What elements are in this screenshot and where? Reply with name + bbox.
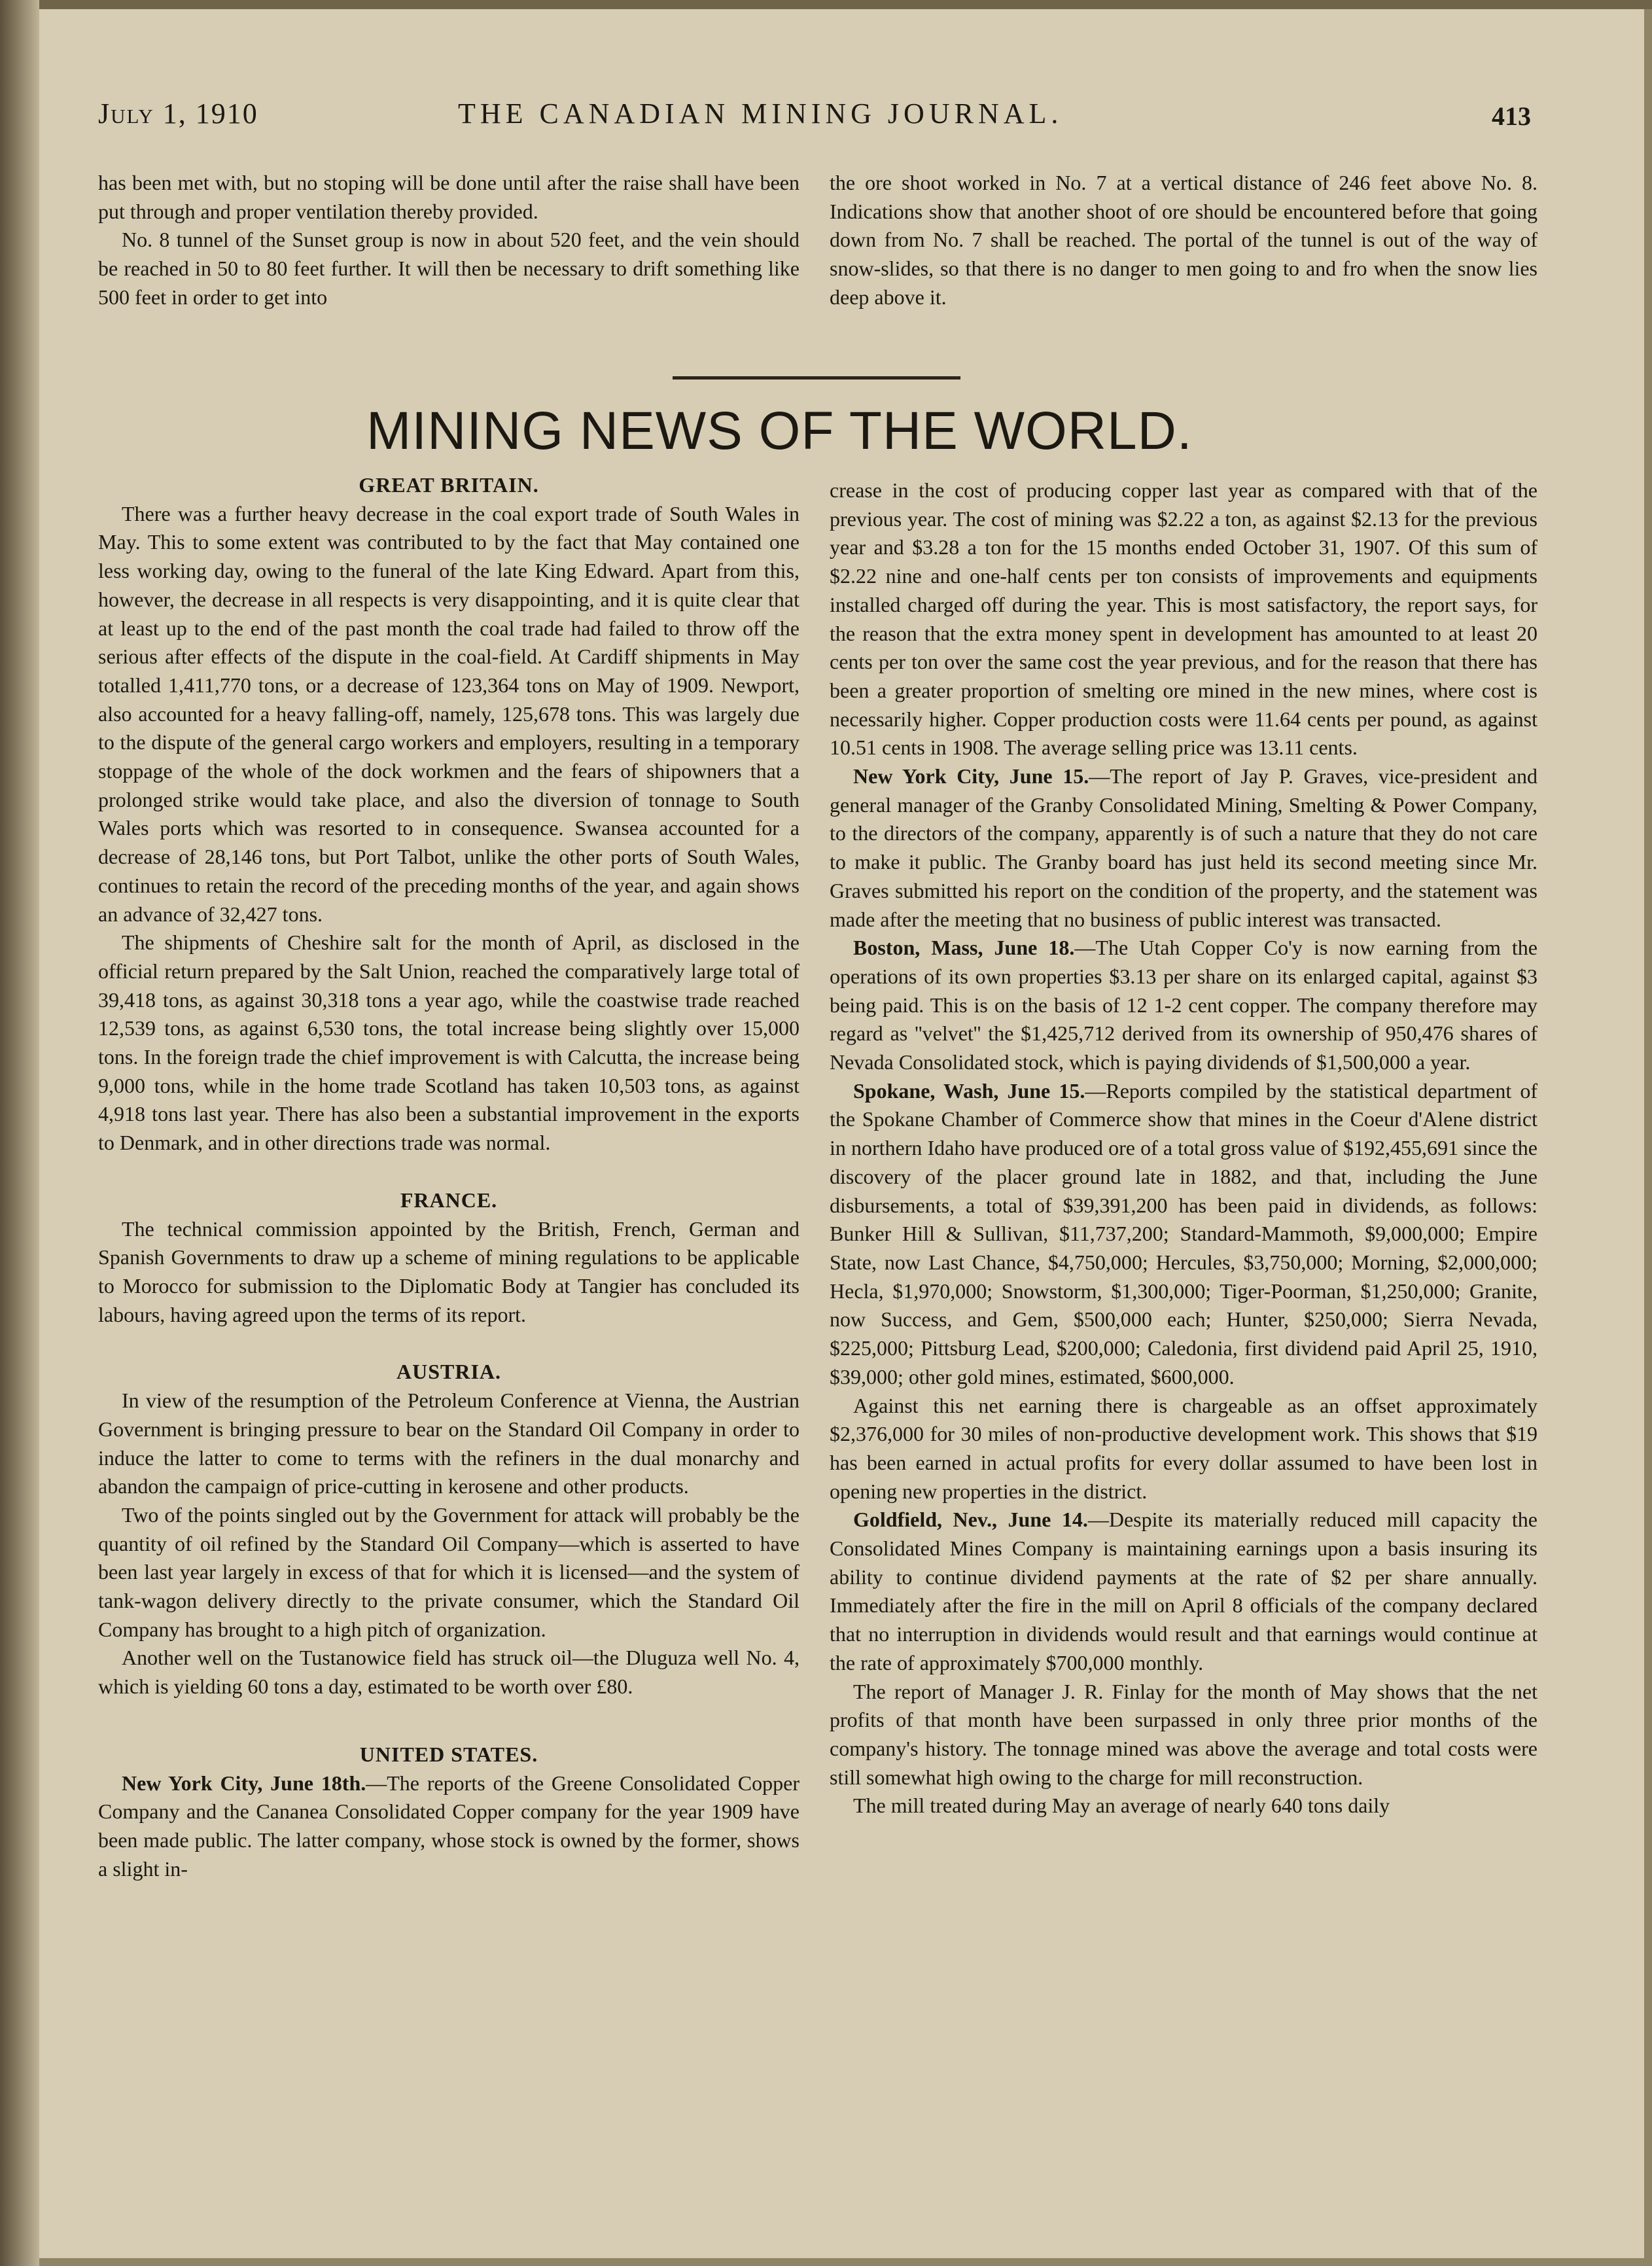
journal-title: THE CANADIAN MINING JOURNAL.	[458, 97, 1063, 130]
paragraph	[830, 1506, 1538, 1677]
top-right-column	[830, 169, 1538, 312]
issue-date: July 1, 1910	[98, 97, 258, 130]
paragraph-text: —The Utah Copper Co'y is now earning from the operations of its own properties $3.13 per share on its enlarged capital, against $3 being paid. This is on the basis of 12 1-2 cent copper. The company therefore may regard as ''velvet'' the $1,425,712 derived from its ownership of 950,476 shares of Nevada Consolidated stock, which is paying dividends of $1,500,000 a year.	[830, 936, 1538, 1074]
paragraph: The technical commission appointed by the British, French, German and Spanish Governments to draw up a scheme of mining regulations to be applicable to Morocco for submission to the Diplomatic Body at Tangier has concluded its labours, having agreed upon the terms of its report.	[98, 1216, 800, 1326]
paragraph-text: —The report of Jay P. Graves, vice-president and general manager of the Granby Consolidated Mining, Smelting & Power Company, to the directors of the company, apparently is of such a nature that they do not care to make it public. The Granby board has just held its second meeting since Mr. Graves submitted his report on the condition of the property, and the statement was made after the meeting that no business of public interest was transacted.	[830, 764, 1538, 931]
paragraph: The mill treated during May an average of nearly 640 tons daily	[853, 1794, 1390, 1818]
paragraph: crease in the cost of producing copper last year as compared with that of the previous year. The cost of mining was $2.22 a ton, as against $2.13 for the previous year and $3.28 a ton for the 15 months ended October 31, 1907. Of this sum of $2.22 nine and one-half cents per ton consists of improvements and equipments installed charged off during the year. This is most satisfactory, the report says, for the reason that the extra money spent in development has amounted to at least 20 cents per ton over the same cost the year previous, and for the reason that there has been a greater proportion of smelting ore mined in the new mines, where cost is necessarily higher. Copper production costs were 11.64 cents per pound, as against 10.51 cents in 1908. The average selling price was 13.11 cents.	[830, 478, 1538, 760]
dateline: Goldfield, Nev., June 14.	[853, 1508, 1088, 1532]
paragraph: has been met with, but no stoping will be done until after the raise shall have been put through and proper ventilation thereby provided.	[98, 171, 800, 223]
paragraph: Two of the points singled out by the Government for attack will probably be the quantity of oil refined by the Standard Oil Company—which is asserted to have been last year largely in excess of that for which it is licensed—and the system of tank-wagon delivery directly to the private consumer, which the Standard Oil Company has brought to a high pitch of organization.	[98, 1502, 800, 1641]
paragraph	[830, 1077, 1538, 1392]
top-left-column	[98, 169, 800, 312]
paragraph: No. 8 tunnel of the Sunset group is now in about 520 feet, and the vein should be reached in 50 to 80 feet further. It will then be necessary to drift something like 500 feet in order to get into	[98, 228, 800, 309]
section-divider-rule	[673, 376, 960, 380]
paragraph: The report of Manager J. R. Finlay for the month of May shows that the net profits of that month have been surpassed in only three prior months of the company's history. The tonnage mined was above the average and total costs were still somewhat high owing to the charge for mill reconstruction.	[830, 1679, 1538, 1789]
paragraph	[98, 1769, 800, 1884]
paragraph	[830, 934, 1538, 1077]
paragraph: The shipments of Cheshire salt for the month of April, as disclosed in the official return prepared by the Salt Union, reached the comparatively large total of 39,418 tons, as against 30,318 tons a year ago, while the coastwise trade reached 12,539 tons, as against 6,530 tons, the total increase being slightly over 15,000 tons. In the foreign trade the chief improvement is with Calcutta, the increase being 9,000 tons, while in the home trade Scotland has taken 10,503 tons, as against 4,918 tons last year. There has also been a substantial improvement in the exports to Denmark, and in other directions trade was normal.	[98, 930, 800, 1155]
section-heading-great-britain: GREAT BRITAIN.	[359, 473, 539, 497]
page-top-edge	[0, 0, 1652, 9]
paragraph: Another well on the Tustanowice field has struck oil—the Dluguza well No. 4, which is yielding 60 tons a day, estimated to be worth over £80.	[98, 1646, 800, 1699]
main-headline: MINING NEWS OF THE WORLD.	[366, 401, 1193, 461]
left-column	[98, 471, 800, 1883]
paragraph	[830, 762, 1538, 934]
right-column	[830, 476, 1538, 1820]
dateline: Boston, Mass, June 18.	[853, 936, 1075, 960]
dateline: Spokane, Wash, June 15.	[853, 1078, 1085, 1103]
section-heading-france: FRANCE.	[400, 1188, 498, 1212]
section-heading-austria: AUSTRIA.	[396, 1360, 502, 1384]
paragraph: There was a further heavy decrease in the coal export trade of South Wales in May. This to some extent was contributed to by the fact that May contained one less working day, owing to the funeral of the late King Edward. Apart from this, however, the decrease in all respects is very disappointing, and it is quite clear that at least up to the end of the past month the coal trade had failed to throw off the serious after effects of the dispute in the coal-field. At Cardiff shipments in May totalled 1,411,770 tons, or a decrease of 123,364 tons on May of 1909. Newport, also accounted for a heavy falling-off, namely, 125,678 tons. This was largely due to the dispute of the general cargo workers and employers, resulting in a temporary stoppage of the whole of the dock workmen and the fears of shipowners that a prolonged strike would take place, and also the diversion of tonnage to South Wales ports which was resorted to in consequence. Swansea accounted for a decrease of 28,146 tons, but Port Talbot, unlike the other ports of South Wales, continues to retain the record of the preceding months of the year, and again shows an advance of 32,427 tons.	[98, 501, 800, 926]
page-number: 413	[1492, 101, 1531, 131]
dateline: New York City, June 18th.	[122, 1771, 366, 1795]
section-heading-united-states: UNITED STATES.	[359, 1742, 538, 1766]
paragraph: the ore shoot worked in No. 7 at a vertical distance of 246 feet above No. 8. Indications show that another shoot of ore should be encountered before that going down from No. 7 shall be reached. The portal of the tunnel is out of the way of snow-slides, so that there is no danger to men going to and fro when the snow lies deep above it.	[830, 171, 1538, 309]
book-spine-shadow	[0, 0, 39, 2266]
paragraph: Against this net earning there is chargeable as an offset approximately $2,376,000 for 30 miles of non-productive development work. This shows that $19 has been earned in actual profits for every dollar assumed to have been lost in opening new properties in the district.	[830, 1393, 1538, 1503]
paragraph: In view of the resumption of the Petroleum Conference at Vienna, the Austrian Government is bringing pressure to bear on the Standard Oil Company in order to induce the latter to come to terms with the refiners in the dual monarchy and abandon the campaign of price-cutting in kerosene and other products.	[98, 1389, 800, 1498]
paragraph-text: —Reports compiled by the statistical department of the Spokane Chamber of Commerce show that mines in the Coeur d'Alene district in northern Idaho have produced ore of a total gross value of $192,455,691 since the discovery of the placer ground late in 1882, and that, including the June disbursements, a total of $39,391,200 has been paid in dividends, as follows: Bunker Hill & Sullivan, $11,737,200; Standard-Mammoth, $9,000,000; Empire State, now Last Chance, $4,750,000; Hercules, $3,750,000; Morning, $2,000,000; Hecla, $1,970,000; Snowstorm, $1,300,000; Tiger-Poorman, $1,250,000; Granite, now Success, and Gem, $500,000 each; Hunter, $250,000; Sierra Nevada, $225,000; Pittsburg Lead, $200,000; Caledonia, first dividend paid April 25, 1910, $39,000; other gold mines, estimated, $600,000.	[830, 1078, 1538, 1389]
paragraph-text: —The reports of the Greene Consolidated Copper Company and the Cananea Consolidated Copper company for the year 1909 have been made public. The latter company, whose stock is owned by the former, shows a slight in-	[98, 1771, 800, 1881]
paragraph-text: —Despite its materially reduced mill capacity the Consolidated Mines Company is maintaining earnings upon a basis insuring its ability to continue dividend payments at the rate of $2 per share annually. Immediately after the fire in the mill on April 8 officials of the company declared that no interruption in dividends would result and that earnings would continue at the rate of approximately $700,000 monthly.	[830, 1508, 1538, 1674]
running-header	[98, 97, 1538, 136]
dateline: New York City, June 15.	[853, 764, 1089, 788]
